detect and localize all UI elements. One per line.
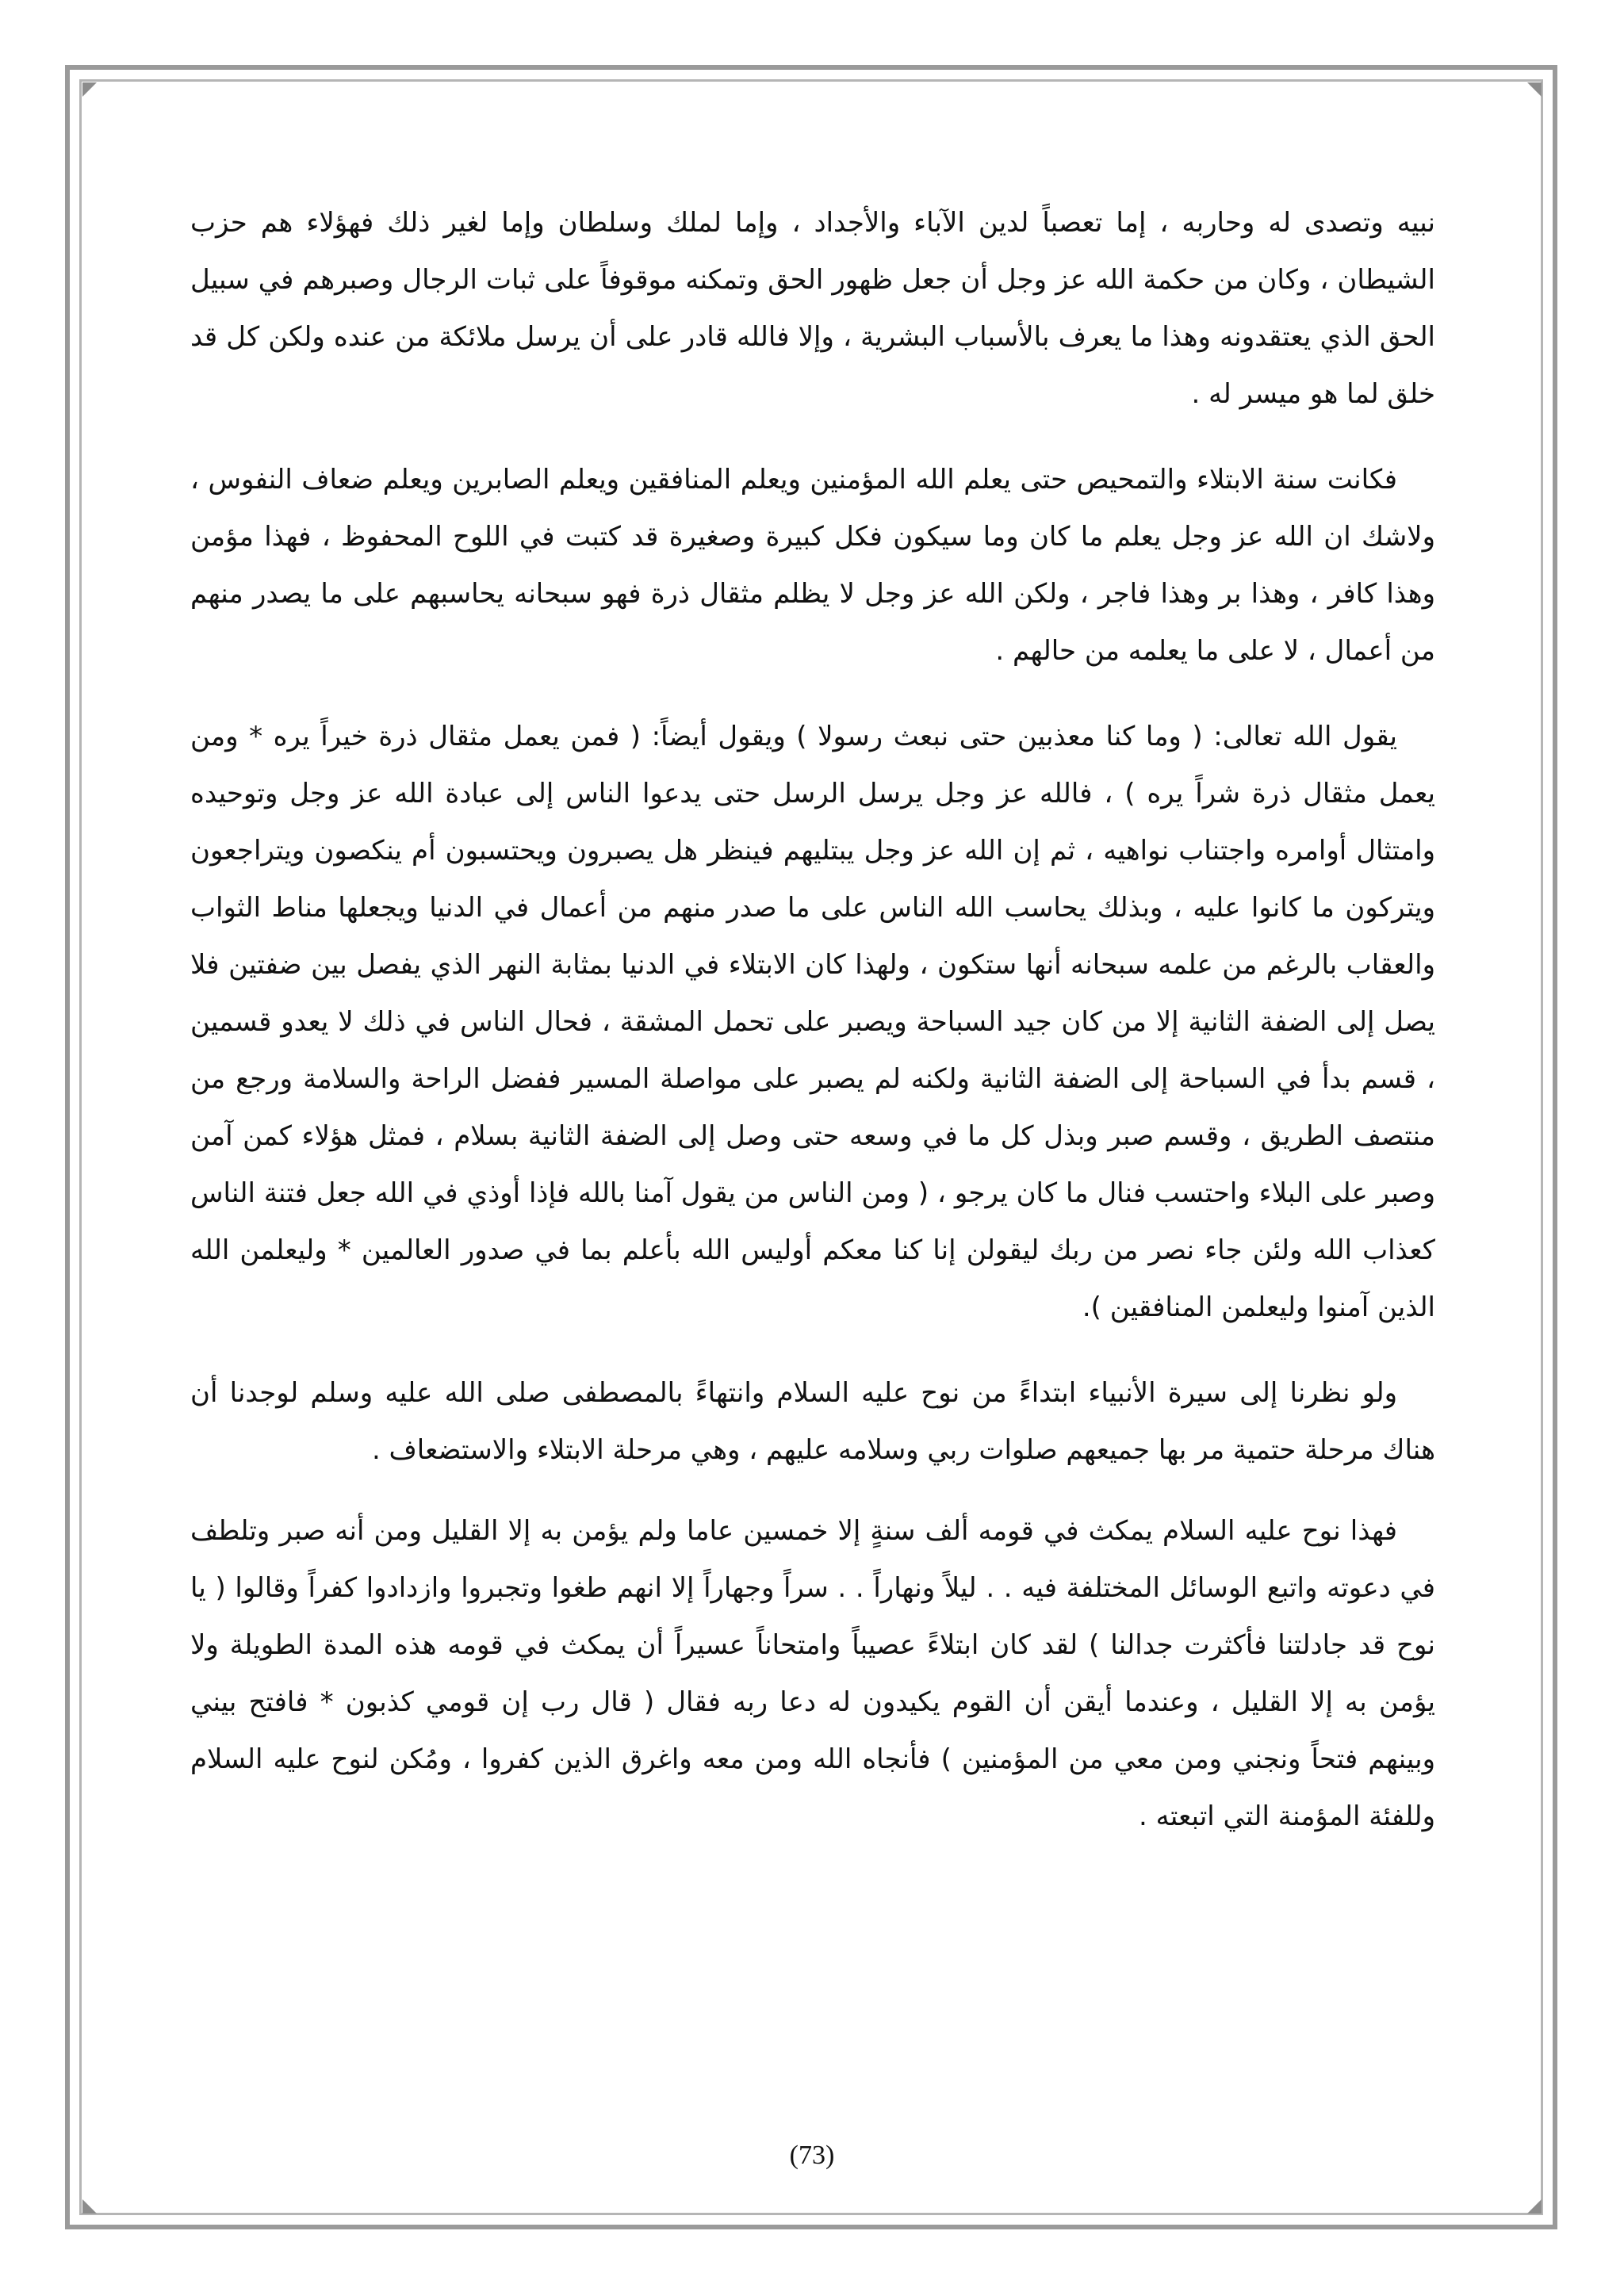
- paragraph-3: يقول الله تعالى: ( وما كنا معذبين حتى نبعث رسولا ) ويقول أيضاً: ( فمن يعمل مثقال ذرة خيراً يره * ومن يعمل مثقال ذرة شراً يره ) ، فالله عز وجل يرسل الرسل حتى يدعوا الناس إلى عبادة الله عز وجل وتوحيده وامتثال أوامره واجتناب نواهيه ، ثم إن الله عز وجل يبتليهم فينظر هل يصبرون ويحتسبون أم ينكصون ويتراجعون ويتركون ما كانوا عليه ، وبذلك يحاسب الله الناس على ما صدر منهم من أعمال في الدنيا ويجعلها مناط الثواب والعقاب بالرغم من علمه سبحانه أنها ستكون ، ولهذا كان الابتلاء في الدنيا بمثابة النهر الذي يفصل بين ضفتين فلا يصل إلى الضفة الثانية إلا من كان جيد السباحة ويصبر على تحمل المشقة ، فحال الناس في ذلك لا يعدو قسمين ، قسم بدأ في السباحة إلى الضفة الثانية ولكنه لم يصبر على مواصلة المسير ففضل الراحة والسلامة ورجع من منتصف الطريق ، وقسم صبر وبذل كل ما في وسعه حتى وصل إلى الضفة الثانية بسلام ، فمثل هؤلاء كمن آمن وصبر على البلاء واحتسب فنال ما كان يرجو ، ( ومن الناس من يقول آمنا بالله فإذا أوذي في الله جعل فتنة الناس كعذاب الله ولئن جاء نصر من ربك ليقولن إنا كنا معكم أوليس الله بأعلم بما في صدور العالمين * وليعلمن الله الذين آمنوا وليعلمن المنافقين ).: [190, 721, 1435, 1323]
- paragraph-4: ولو نظرنا إلى سيرة الأنبياء ابتداءً من نوح عليه السلام وانتهاءً بالمصطفى صلى الله عليه وسلم لوجدنا أن هناك مرحلة حتمية مر بها جميعهم صلوات ربي وسلامه عليهم ، وهي مرحلة الابتلاء والاستضعاف .: [190, 1377, 1435, 1466]
- frame-corner-top-right: [1527, 82, 1542, 97]
- paragraph-2: فكانت سنة الابتلاء والتمحيص حتى يعلم الله المؤمنين ويعلم المنافقين ويعلم الصابرين ويعلم ضعاف النفوس ، ولاشك ان الله عز وجل يعلم ما كان وما سيكون فكل كبيرة وصغيرة قد كتبت في اللوح المحفوظ ، فهذا مؤمن وهذا كافر ، وهذا بر وهذا فاجر ، ولكن الله عز وجل لا يظلم مثقال ذرة فهو سبحانه يحاسبهم على ما يصدر منهم من أعمال ، لا على ما يعلمه من حالهم .: [190, 464, 1435, 667]
- paragraph-1: نبيه وتصدى له وحاربه ، إما تعصباً لدين الآباء والأجداد ، وإما لملك وسلطان وإما لغير ذلك فهؤلاء هم حزب الشيطان ، وكان من حكمة الله عز وجل أن جعل ظهور الحق وتمكنه موقوفاً على ثبات الرجال وصبرهم في سبيل الحق الذي يعتقدونه وهذا ما يعرف بالأسباب البشرية ، وإلا فالله قادر على أن يرسل ملائكة من عنده ولكن كل قد خلق لما هو ميسر له .: [190, 207, 1435, 410]
- paragraph-5: فهذا نوح عليه السلام يمكث في قومه ألف سنةٍ إلا خمسين عاما ولم يؤمن به إلا القليل ومن أنه صبر وتلطف في دعوته واتبع الوسائل المختلفة فيه . . ليلاً ونهاراً . . سراً وجهاراً إلا انهم طغوا وتجبروا وازدادوا كفراً وقالوا ( يا نوح قد جادلتنا فأكثرت جدالنا ) لقد كان ابتلاءً عصيباً وامتحاناً عسيراً أن يمكث في قومه هذه المدة الطويلة ولا يؤمن به إلا القليل ، وعندما أيقن أن القوم يكيدون له دعا ربه فقال ( قال رب إن قومي كذبون * فافتح بيني وبينهم فتحاً ونجني ومن معي من المؤمنين ) فأنجاه الله ومن معه واغرق الذين كفروا ، ومُكن لنوح عليه السلام وللفئة المؤمنة التي اتبعته .: [190, 1515, 1435, 1832]
- frame-corner-top-left: [82, 82, 97, 97]
- page-number: (73): [789, 2141, 835, 2170]
- frame-corner-bottom-left: [82, 2199, 97, 2214]
- frame-corner-bottom-right: [1527, 2199, 1542, 2214]
- page-body: [190, 194, 1435, 1873]
